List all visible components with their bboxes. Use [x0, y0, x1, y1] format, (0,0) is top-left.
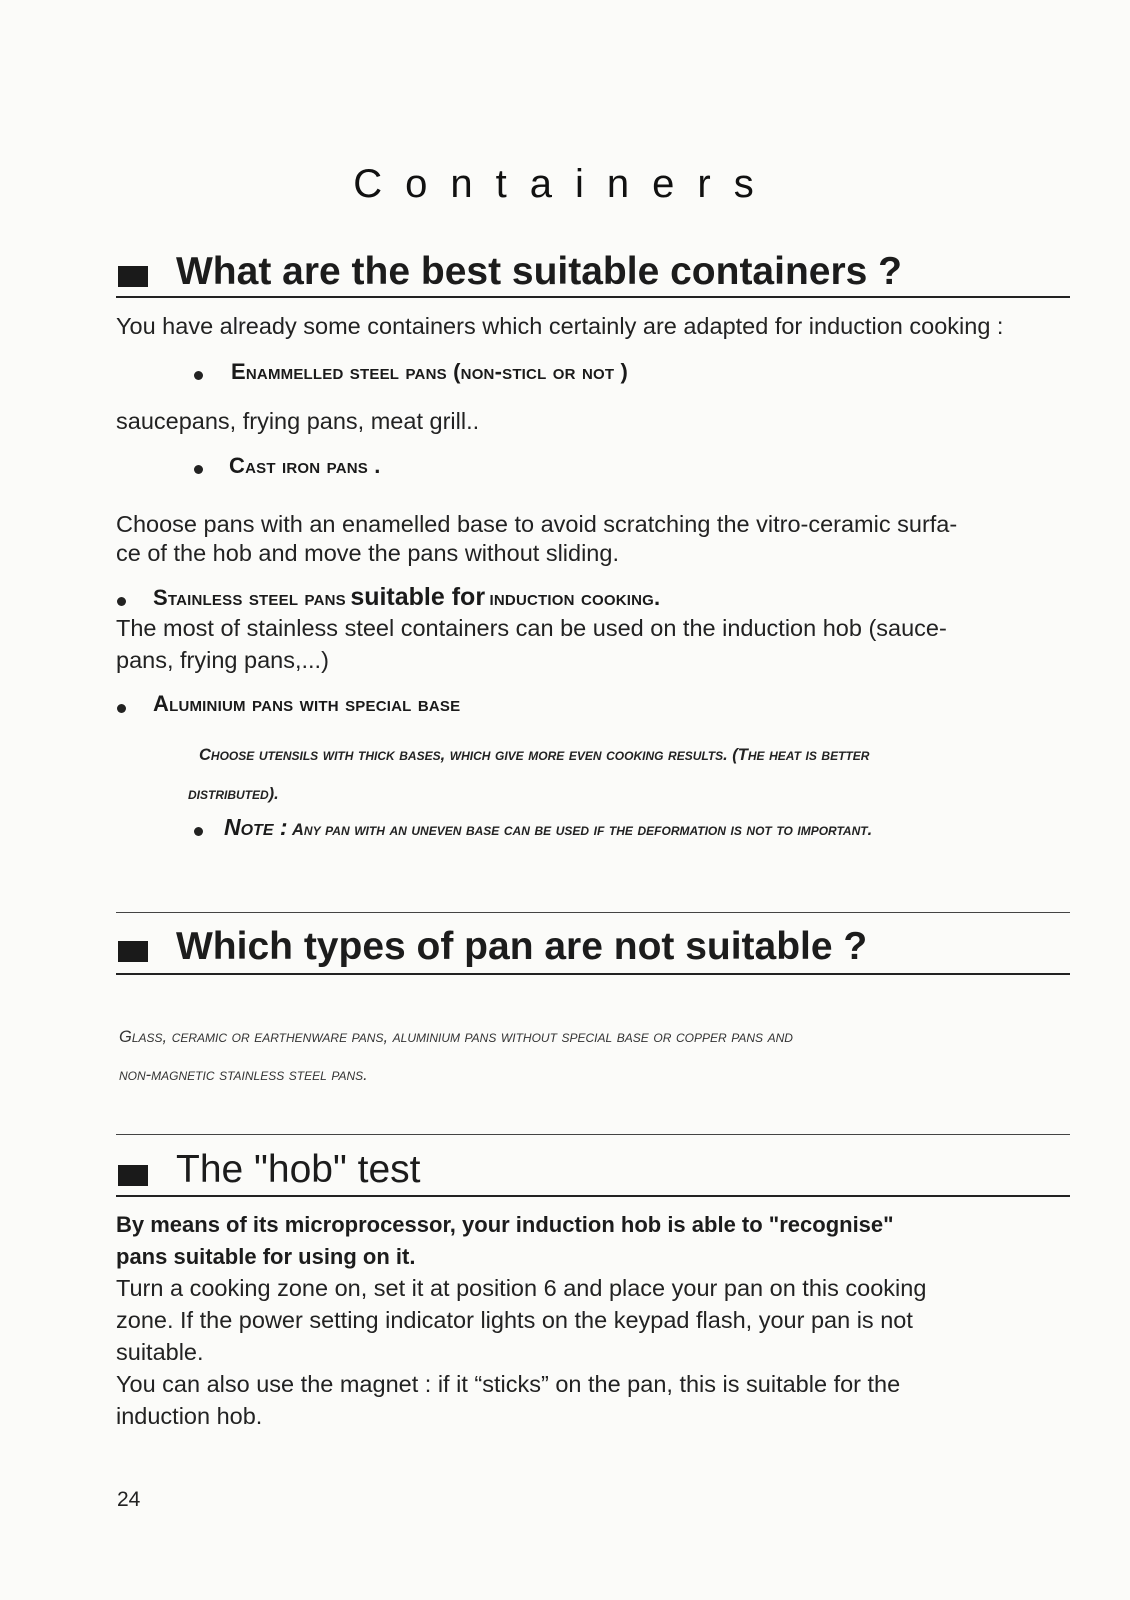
not-suitable-line-2: non-magnetic stainless steel pans.	[119, 1066, 368, 1084]
heading-hob-test: The "hob" test	[176, 1148, 421, 1191]
heading-best-containers: What are the best suitable containers ?	[176, 250, 902, 293]
bullet-dot-icon	[194, 371, 203, 380]
induction-cooking-label: induction cooking.	[489, 585, 661, 610]
section-heading-not-suitable	[116, 912, 1070, 975]
square-bullet-icon	[118, 941, 148, 962]
advice-line-1: Choose utensils with thick bases, which give more even cooking results. (The heat is better	[199, 746, 870, 764]
stainless-line-1: The most of stainless steel containers can be used on the induction hob (sauce-	[116, 615, 947, 641]
square-bullet-icon	[118, 266, 148, 287]
stainless-label: Stainless steel pans	[153, 585, 346, 610]
heading-not-suitable: Which types of pan are not suitable ?	[176, 925, 868, 968]
bullet-dot-icon	[194, 465, 203, 474]
note-text: Any pan with an uneven base can be used if the deformation is not to important.	[292, 821, 873, 839]
note-line	[224, 811, 872, 850]
section-heading-best-containers	[116, 236, 1070, 298]
section-heading-hob-test	[116, 1134, 1070, 1197]
choose-line-2: ce of the hob and move the pans without sliding.	[116, 540, 619, 566]
hob-test-p1-line-1: Turn a cooking zone on, set it at position 6 and place your pan on this cooking	[116, 1275, 927, 1301]
bullet-aluminium: Aluminium pans with special base	[153, 691, 461, 716]
choose-line-1: Choose pans with an enamelled base to avoid scratching the vitro-ceramic surfa-	[116, 511, 958, 537]
not-suitable-line-1: Glass, ceramic or earthenware pans, aluminium pans without special base or copper pans and	[119, 1028, 793, 1046]
hob-test-p2-line-2: induction hob.	[116, 1403, 263, 1429]
bullet-dot-icon	[117, 597, 126, 606]
bullet-enamelled-steel: Enammelled steel pans (non-sticl or not )	[231, 359, 629, 384]
hob-test-p1-line-3: suitable.	[116, 1339, 204, 1365]
hob-test-bold-line-1: By means of its microprocessor, your induction hob is able to "recognise"	[116, 1212, 894, 1237]
bullet-cast-iron: Cast iron pans .	[229, 453, 381, 478]
enamelled-description: saucepans, frying pans, meat grill..	[116, 408, 480, 434]
bullet-dot-icon	[117, 704, 126, 713]
square-bullet-icon	[118, 1165, 148, 1186]
suitable-for-label: suitable for	[350, 583, 486, 611]
page-number: 24	[117, 1488, 141, 1511]
advice-line-2: distributed).	[188, 785, 279, 803]
hob-test-p2-line-1: You can also use the magnet : if it “sticks” on the pan, this is suitable for the	[116, 1371, 901, 1397]
hob-test-bold-line-2: pans suitable for using on it.	[116, 1244, 416, 1269]
intro-text: You have already some containers which certainly are adapted for induction cooking :	[116, 313, 1004, 339]
page-title: Containers	[353, 162, 777, 206]
note-label: Note :	[224, 814, 288, 840]
bullet-dot-icon	[194, 827, 203, 836]
bullet-stainless-steel	[153, 583, 660, 612]
stainless-line-2: pans, frying pans,...)	[116, 647, 329, 673]
hob-test-p1-line-2: zone. If the power setting indicator lights on the keypad flash, your pan is not	[116, 1307, 913, 1333]
